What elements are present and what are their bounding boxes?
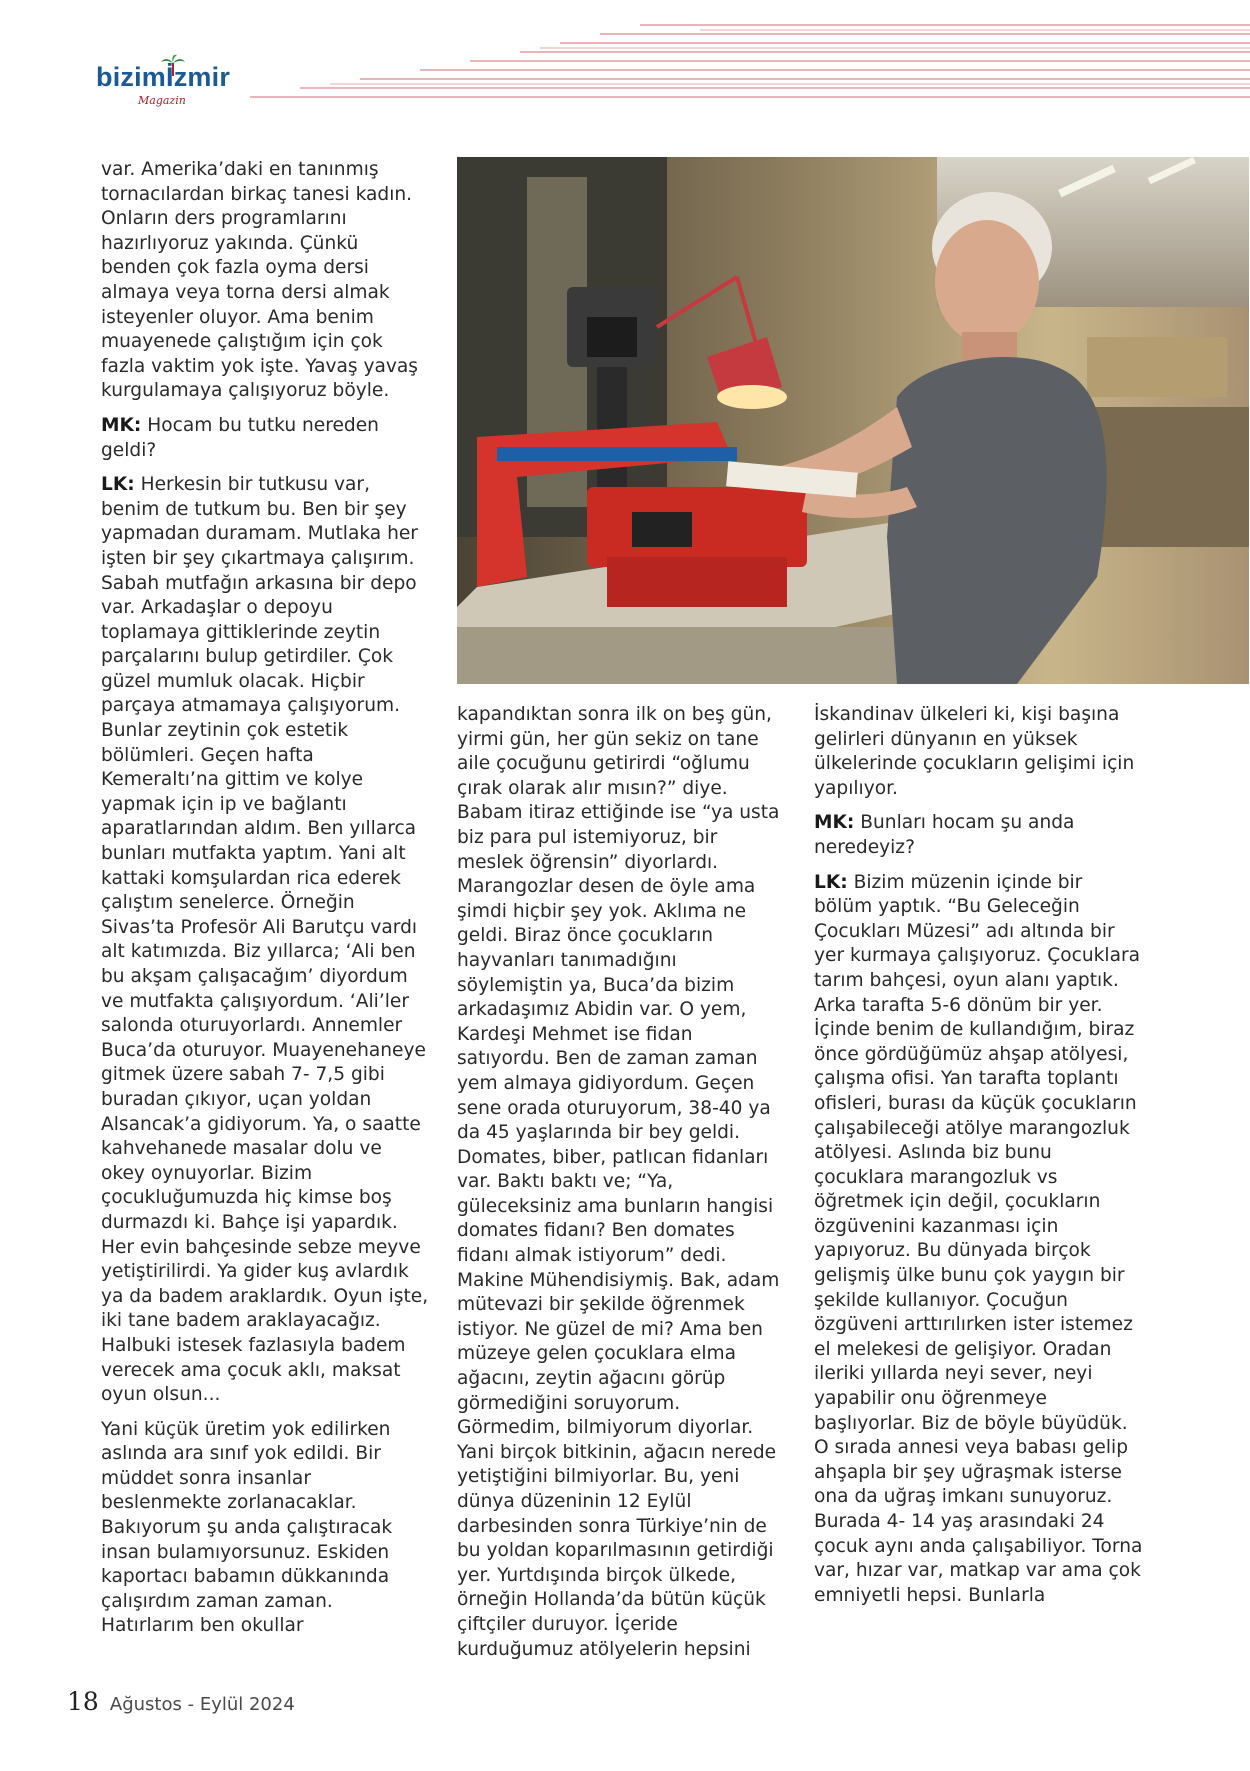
issue-date: Ağustos - Eylül 2024 xyxy=(109,1694,295,1715)
paragraph: var. Amerika’daki en tanınmış tornacılardan birkaç tanesi kadın. Onların ders programlarını hazırlıyoruz yakında. Çünkü benden çok fazla oyma dersi almaya veya torna dersi almak isteyenler oluyor. Ama benim muayenede çalıştığım için çok fazla vaktim yok işte. Yavaş yavaş kurgulamaya çalışıyoruz böyle. xyxy=(101,159,418,402)
paragraph-text: Bizim müzenin içinde bir bölüm yaptık. “Bu Geleceğin Çocukları Müzesi” adı altında bir yer kurmaya çalışıyoruz. Çocuklara tarım bahçesi, oyun alanı yaptık. Arka tarafta 5-6 dönüm bir yer. İçinde benim de kullandığım, biraz önce gördüğümüz ahşap atölyesi, çalışma ofisi. Yan tarafta toplantı ofisleri, burası da küçük çocukların çalışabileceği atölye marangozluk atölyesi. Aslında biz bunu çocuklara marangozluk vs öğretmek için değil, çocukların özgüvenini kazanması için yapıyoruz. Bu dünyada birçok gelişmiş ülke bunu çok yaygın bir şekilde kullanıyor. Çocuğun özgüveni arttırılırken ister istemez el melekesi de gelişiyor. Oradan ileriki yıllarda neyi sever, neyi yapabilir onu öğrenmeye başlıyorlar. Biz de böyle büyüdük. O sırada annesi veya babası gelip ahşapla bir şey uğraşmak isterse ona da uğraş imkanı sunuyoruz. Burada 4- 14 yaş arasındaki 24 çocuk aynı anda çalışabiliyor. Torna var, hızar var, matkap var ama çok emniyetli hepsi. Bunlarla xyxy=(814,871,1143,1606)
paragraph xyxy=(814,811,1144,860)
page-number: 18 xyxy=(67,1687,99,1716)
paragraph-text: Hocam bu tutku nereden geldi? xyxy=(101,414,379,461)
speaker-label: MK: xyxy=(814,812,855,834)
article-column-2 xyxy=(457,703,787,1662)
article-column-1 xyxy=(101,158,431,1639)
page-footer xyxy=(67,1687,295,1716)
paragraph: Yani küçük üretim yok edilirken aslında ara sınıf yok edildi. Bir müddet sonra insanlar beslenmekte zorlanacaklar. Bakıyorum şu anda çalıştıracak insan bulamıyorsunuz. Eskiden kaportacı babamın dükkanında çalışırdım zaman zaman. Hatırlarım ben okullar xyxy=(101,1418,393,1637)
paragraph: İskandinav ülkeleri ki, kişi başına gelirleri dünyanın en yüksek ülkelerinde çocukların gelişimi için yapılıyor. xyxy=(814,704,1135,799)
paragraph xyxy=(101,473,431,1408)
article-photo xyxy=(457,157,1249,684)
magazine-logo[interactable] xyxy=(96,60,246,112)
photo-woodworking-workshop-icon xyxy=(457,157,1249,684)
paragraph xyxy=(814,871,1144,1609)
speaker-label: LK: xyxy=(814,871,848,893)
speaker-label: LK: xyxy=(101,474,135,496)
logo-subtitle: Magazin xyxy=(138,94,186,107)
paragraph-text: Bunları hocam şu anda neredeyiz? xyxy=(814,812,1075,858)
paragraph xyxy=(101,414,431,463)
article-column-3 xyxy=(814,703,1144,1608)
paragraph: kapandıktan sonra ilk on beş gün, yirmi gün, her gün sekiz on tane aile çocuğunu getirirdi “oğlumu çırak olarak alır mısın?” diye. Babam itiraz ettiğinde ise “ya usta biz para pul istemiyoruz, bir meslek öğrensin” diyorlardı. Marangozlar desen de öyle ama şimdi hiçbir şey yok. Aklıma ne geldi. Biraz önce çocukların hayvanları tanımadığını söylemiştin ya, Buca’da bizim arkadaşımız Abidin var. O yem, Kardeşi Mehmet ise fidan satıyordu. Ben de zaman zaman yem almaya gidiyordum. Geçen sene orada oturuyorum, 38-40 ya da 45 yaşlarında bir bey geldi. Domates, biber, patlıcan fidanları var. Baktı baktı ve; “Ya, güleceksiniz ama bunların hangisi domates fidanı? Ben domates fidanı almak istiyorum” dedi. Makine Mühendisiymiş. Bak, adam mütevazi bir şekilde öğrenmek istiyor. Ne güzel de mi? Ama ben müzeye gelen çocuklara elma ağacını, zeytin ağacını görüp görmediğini soruyorum. Görmedim, bilmiyorum diyorlar. Yani birçok bitkinin, ağacın nerede yetiştiğini bilmiyorlar. Bu, yeni dünya düzeninin 12 Eylül darbesinden sonra Türkiye’nin de bu yoldan koparılmasının getirdiği yer. Yurtdışında birçok ülkede, örneğin Hollanda’da bütün küçük çiftçiler duruyor. İçeride kurduğumuz atölyelerin hepsini xyxy=(457,704,780,1660)
logo-wordmark: bizimİzmir xyxy=(96,62,231,92)
paragraph-text: Herkesin bir tutkusu var, benim de tutkum bu. Ben bir şey yapmadan duramam. Mutlaka her işten bir şey çıkartmaya çalışırım. Sabah mutfağın arkasına bir depo var. Arkadaşlar o depoyu toplamaya gittiklerinde zeytin parçalarını bulup getirdiler. Çok güzel mumluk olacak. Hiçbir parçaya atmamaya çalışıyorum. Bunlar zeytinin çok estetik bölümleri. Geçen hafta Kemeraltı’na gittim ve kolye yapmak için ip ve bağlantı aparatlarından aldım. Ben yıllarca bunları mutfakta yaptım. Yani alt kattaki komşulardan rica ederek çalıştım senelerce. Örneğin Sivas’ta Profesör Ali Barutçu vardı alt katımızda. Biz yıllarca; ‘Ali ben bu akşam çalışacağım’ diyordum ve mutfakta çalışıyordum. ‘Ali’ler salonda oturuyorlardı. Annemler Buca’da oturuyor. Muayenehaneye gitmek üzere sabah 7- 7,5 gibi buradan çıkıyor, uçan yoldan Alsancak’a gidiyorum. Ya, o saatte kahvehanede masalar dolu ve okey oynuyorlar. Bizim çocukluğumuzda hiç kimse boş durmazdı ki. Bahçe işi yapardık. Her evin bahçesinde sebze meyve yetiştirilirdi. Ya gider kuş avlardık ya da badem araklardık. Oyun işte, iki tane badem araklayacağız. Halbuki istesek fazlasıyla badem verecek ama çocuk aklı, maksat oyun olsun... xyxy=(101,474,429,1406)
speaker-label: MK: xyxy=(101,414,142,436)
